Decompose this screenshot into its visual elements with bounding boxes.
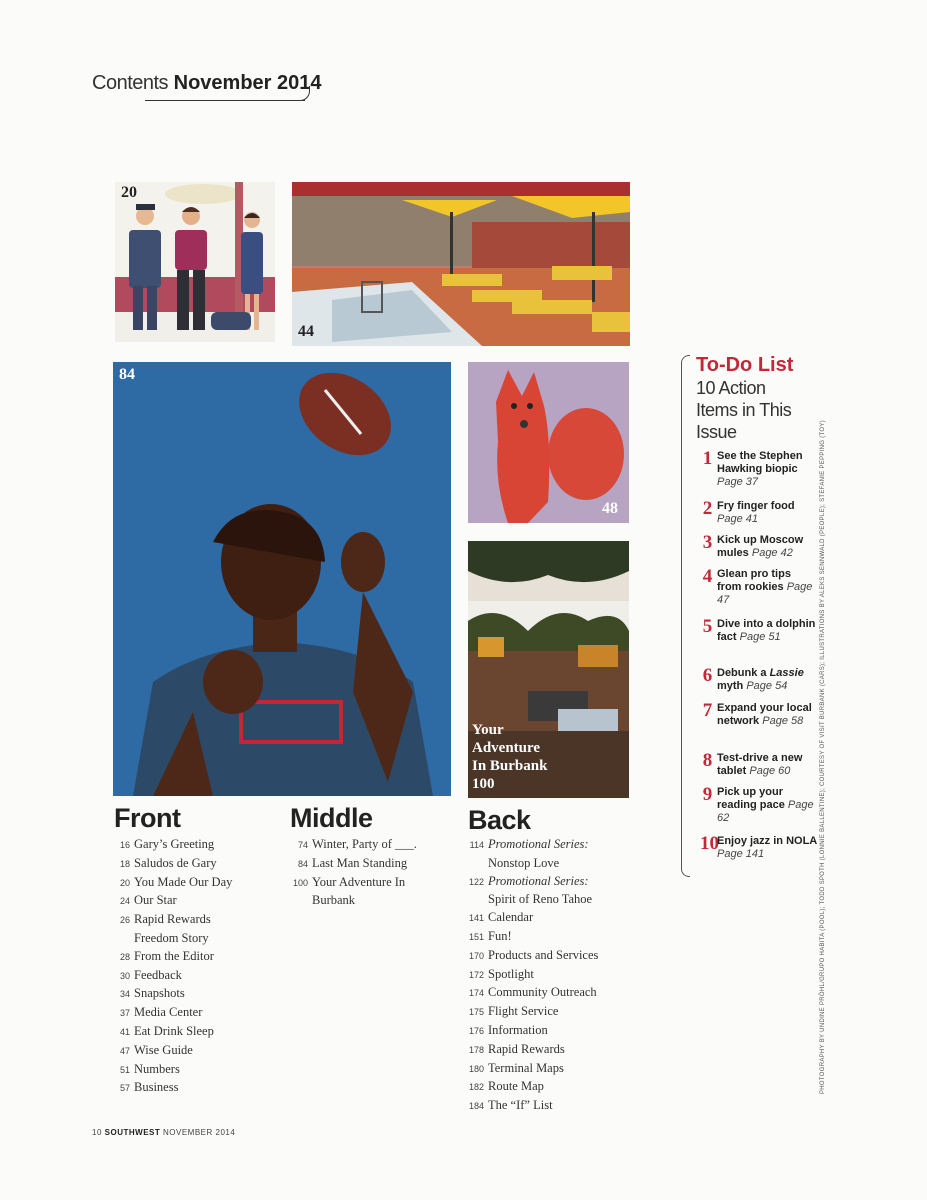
toc-item[interactable] [466,928,598,947]
squirrel-toy [468,362,629,523]
page-number-44: 44 [298,323,314,340]
toc-page-number: 41 [119,1026,130,1037]
page-footer [92,1128,235,1137]
todo-number: 8 [702,750,713,771]
todo-text-main: See the Stephen Hawking biopic [717,450,803,475]
todo-number: 4 [702,566,713,587]
toc-page-number: 24 [119,896,130,907]
todo-page-ref: Page 54 [746,680,788,692]
todo-text [717,702,817,728]
todo-page-ref: Page 47 [717,581,813,606]
toc-item[interactable] [114,1023,232,1042]
toc-page-number: 122 [468,876,484,887]
todo-number: 9 [702,784,713,805]
page-number-20: 20 [121,184,137,201]
todo-number: 5 [702,616,713,637]
toc-label: You Made Our Day [134,874,233,889]
toc-label: Rapid Rewards [134,912,211,927]
todo-number: 6 [702,665,713,686]
toc-page-number: 47 [119,1045,130,1056]
toc-item[interactable] [290,874,417,911]
todo-bracket [681,355,690,877]
todo-page-ref: Page 51 [739,631,781,643]
illustration-people-photo[interactable] [115,182,275,342]
toc-label: Route Map [488,1079,544,1094]
todo-page-ref: Page 41 [717,513,758,525]
toc-label: Business [134,1080,179,1095]
toc-page-number: 174 [468,988,484,999]
toc-page-number: 28 [119,951,130,962]
todo-text-tail: myth [717,680,744,692]
toc-label: Your Adventure In [312,874,406,889]
toc-page-number: 16 [119,840,130,850]
todo-text [717,786,817,825]
toc-item[interactable] [466,1097,598,1116]
todo-text-main: Fry finger food [717,500,795,512]
toc-page-number: 172 [468,969,484,980]
toc-item[interactable] [114,874,232,893]
toc-item[interactable] [114,985,232,1004]
toc-item[interactable] [466,873,598,910]
toc-item[interactable] [114,855,232,874]
toc-label: Last Man Standing [312,855,408,870]
toc-page-number: 34 [119,989,130,1000]
footer-brand: SOUTHWEST [104,1128,161,1137]
toc-page-number: 176 [468,1025,484,1036]
toc-item[interactable] [466,836,598,873]
football-player-photo[interactable] [113,362,451,796]
toc-page-number: 74 [297,840,308,850]
toc-item[interactable] [114,948,232,967]
toc-label: Spotlight [488,966,534,981]
toc-page-number: 57 [119,1083,130,1094]
page-number-48: 48 [602,500,618,517]
todo-page-ref: Page 60 [749,765,791,777]
page-header [92,72,322,95]
toc-label-continued: Freedom Story [134,930,209,945]
toc-page-number: 141 [468,913,484,924]
back-toc-list [466,836,598,1116]
toc-page-number: 184 [468,1101,484,1112]
people-illustration [115,182,275,342]
todo-text-main: Kick up Moscow mules [717,534,804,559]
burbank-street-photo[interactable] [468,541,629,798]
toc-item[interactable] [466,1041,598,1060]
photo-credit: PHOTOGRAPHY BY UNDINE PRÖHL/GRUPO HABITA (POOL); TODD SPOTH (LONNIE BALLENTINE); COURTESY OF VISIT BURBANK (CARS); ILLUSTRATIONS BY ALEKS SENNWALD (PEOPLE); STEFANIE PEPPING (TOY) [820,420,826,1094]
todo-text [717,667,817,693]
todo-number: 10 [700,833,719,854]
squirrel-toy-photo[interactable] [468,362,629,523]
todo-text [717,534,817,560]
toc-page-number: 182 [468,1082,484,1093]
toc-label: Promotional Series: [488,873,589,888]
toc-page-number: 180 [468,1063,484,1074]
todo-page-ref: Page 141 [717,848,765,860]
header-underline-curve [299,86,310,101]
page-number-100: 100 [472,776,495,792]
toc-item[interactable] [114,1061,232,1080]
toc-label: Gary’s Greeting [134,837,215,851]
page-number-84: 84 [119,366,135,383]
toc-page-number: 37 [119,1008,130,1019]
todo-text-main: Pick up your reading pace [717,786,785,811]
pool-photo[interactable] [292,182,630,346]
toc-label: Media Center [134,1005,203,1020]
toc-page-number: 18 [119,858,130,869]
toc-label: Feedback [134,967,182,982]
toc-item[interactable] [114,911,232,948]
toc-item[interactable] [290,836,417,855]
todo-text-main: Enjoy jazz in NOLA [717,835,817,847]
todo-number: 3 [702,532,713,553]
burbank-caption [472,721,547,793]
todo-text-main: Debunk a [717,667,767,679]
contents-label: Contents [92,72,169,94]
todo-text-main: Glean pro tips from rookies [717,568,791,593]
toc-label: Our Star [134,893,177,908]
toc-page-number: 51 [119,1064,130,1075]
toc-label-continued: Burbank [312,893,356,908]
todo-text [717,618,817,644]
front-toc-list [114,836,232,1098]
toc-label: Terminal Maps [488,1060,564,1075]
toc-item[interactable] [466,966,598,985]
toc-item[interactable] [466,909,598,928]
toc-label: Numbers [134,1061,180,1076]
toc-page-number: 26 [119,915,130,926]
todo-number: 7 [702,700,713,721]
toc-label: Rapid Rewards [488,1041,565,1056]
caption-line-2: Adventure [472,740,541,756]
todo-text [717,568,817,607]
toc-label-continued: Spirit of Reno Tahoe [488,892,593,907]
todo-number: 2 [702,498,713,519]
issue-date: November 2014 [173,72,322,94]
toc-item[interactable] [114,1004,232,1023]
caption-line-1: Your [472,722,504,738]
todo-page-ref: Page 42 [751,547,793,559]
todo-text-main: Expand your local network [717,702,812,727]
middle-toc-list [290,836,417,910]
toc-label: From the Editor [134,948,214,963]
pool-scene [292,182,630,346]
header-underline [145,100,305,101]
toc-label: The “If” List [488,1098,553,1113]
toc-label: Community Outreach [488,985,597,1000]
toc-item[interactable] [114,836,232,855]
toc-item[interactable] [466,1003,598,1022]
todo-text [717,752,817,778]
toc-item[interactable] [466,984,598,1003]
section-title-back: Back [468,805,531,835]
toc-item[interactable] [114,967,232,986]
todo-page-ref: Page 37 [717,476,758,488]
toc-page-number: 178 [468,1044,484,1055]
todo-text [717,500,817,526]
toc-label: Winter, Party of ___. [312,837,417,851]
footer-issue: NOVEMBER 2014 [162,1128,236,1137]
toc-label: Information [488,1022,548,1037]
toc-label-continued: Nonstop Love [488,855,560,870]
todo-page-ref: Page 62 [717,799,814,824]
toc-item[interactable] [466,1022,598,1041]
toc-page-number: 20 [119,877,130,888]
footer-page-number: 10 [92,1128,102,1137]
todo-text [717,835,817,861]
todo-title: To-Do List [696,354,794,376]
caption-line-3: In Burbank [472,758,548,774]
toc-label: Calendar [488,910,534,925]
toc-page-number: 84 [297,858,308,869]
toc-label: Wise Guide [134,1042,193,1057]
toc-label: Eat Drink Sleep [134,1023,214,1038]
toc-label: Snapshots [134,986,185,1001]
toc-page-number: 30 [119,970,130,981]
section-title-middle: Middle [290,803,373,833]
toc-item[interactable] [290,855,417,874]
toc-page-number: 151 [468,931,484,942]
todo-text-italic: Lassie [769,667,804,679]
toc-page-number: 100 [292,877,308,888]
toc-label: Saludos de Gary [134,855,217,870]
toc-item[interactable] [114,1042,232,1061]
toc-label: Fun! [488,928,512,943]
toc-page-number: 170 [468,950,484,961]
todo-number: 1 [702,448,713,469]
todo-text [717,450,817,489]
player-scene [113,362,451,796]
todo-text-main: Test-drive a new tablet [717,752,803,777]
toc-label: Flight Service [488,1004,559,1019]
todo-header [696,354,796,443]
toc-item[interactable] [466,947,598,966]
todo-text-main: Dive into a dolphin fact [717,618,816,643]
toc-page-number: 114 [469,840,484,850]
toc-label: Promotional Series: [488,837,589,851]
toc-item[interactable] [114,892,232,911]
toc-item[interactable] [114,1079,232,1098]
toc-page-number: 175 [468,1007,484,1018]
todo-page-ref: Page 58 [762,715,804,727]
toc-item[interactable] [466,1078,598,1097]
toc-label: Products and Services [488,947,599,962]
section-title-front: Front [114,803,181,833]
toc-item[interactable] [466,1060,598,1079]
todo-subtitle: 10 Action Items in This Issue [696,378,792,442]
